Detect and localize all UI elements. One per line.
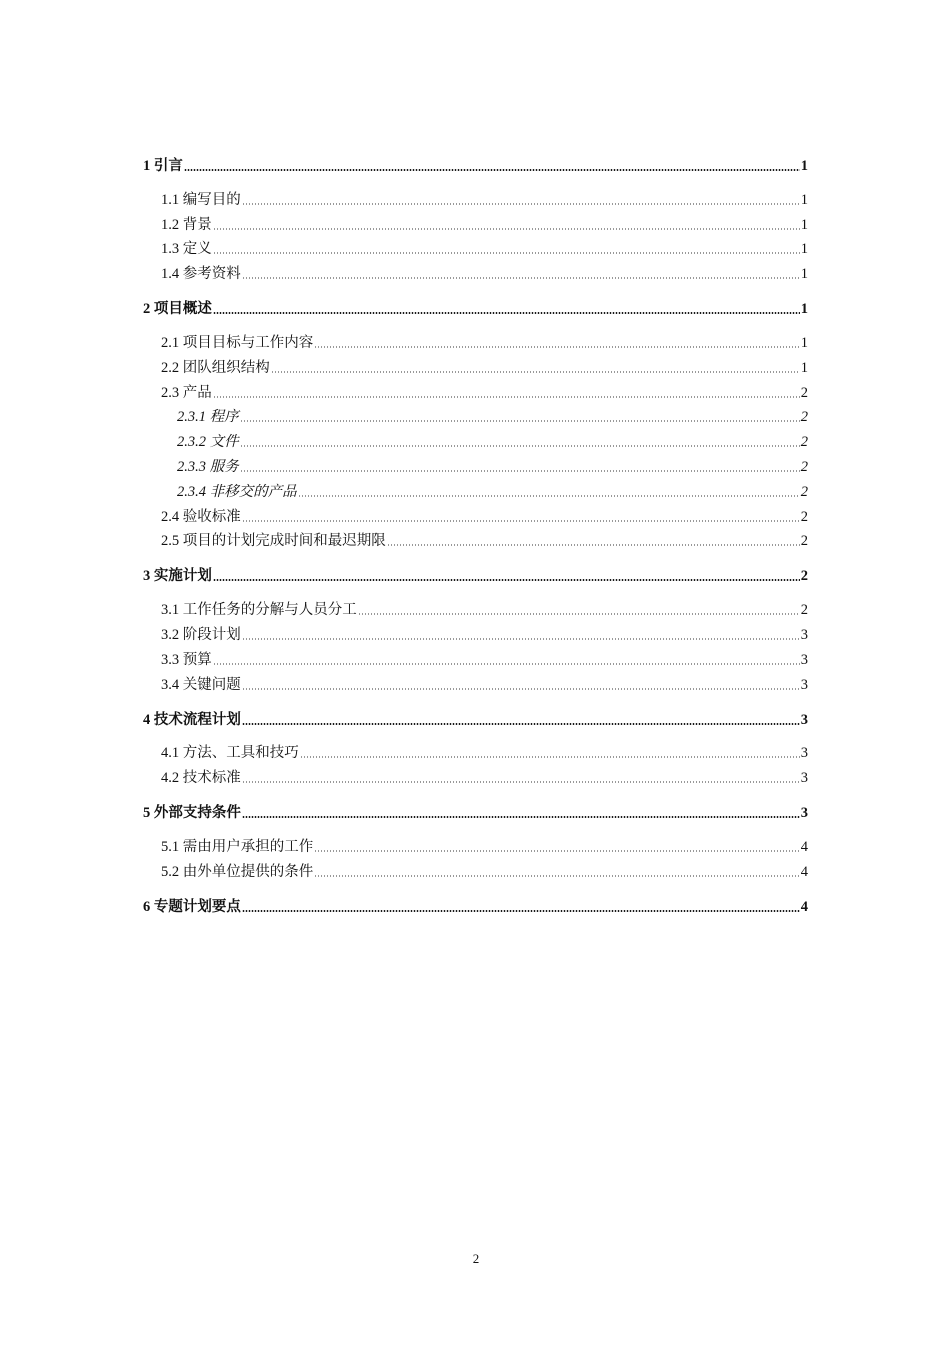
toc-dot-leader: [271, 370, 800, 374]
toc-entry-page: 2: [800, 458, 808, 475]
toc-dot-leader: [242, 722, 800, 726]
toc-entry-page: 3: [800, 770, 808, 787]
toc-entry-label: 1.4 参考资料: [161, 266, 241, 283]
toc-entry-label: 4.2 技术标准: [161, 770, 241, 787]
toc-entry-page: 1: [800, 301, 808, 318]
toc-dot-leader: [242, 637, 800, 641]
toc-entry-label: 2.5 项目的计划完成时间和最迟期限: [161, 533, 386, 550]
toc-entry-level2[interactable]: [143, 501, 808, 526]
toc-entry-level2[interactable]: [143, 234, 808, 259]
toc-entry-page: 2: [800, 568, 808, 585]
toc-entry-level1[interactable]: [143, 891, 808, 916]
toc-entry-page: 4: [800, 898, 808, 915]
toc-entry-level2[interactable]: [143, 352, 808, 377]
toc-entry-level1[interactable]: [143, 293, 808, 318]
toc-dot-leader: [184, 168, 800, 172]
toc-dot-leader: [314, 874, 800, 878]
toc-entry-page: 1: [800, 334, 808, 351]
toc-entry-page: 1: [800, 191, 808, 208]
toc-entry-label: 2.2 团队组织结构: [161, 359, 270, 376]
toc-dot-leader: [242, 202, 800, 206]
toc-entry-label: 2.3 产品: [161, 384, 212, 401]
toc-entry-level2[interactable]: [143, 327, 808, 352]
toc-entry-label: 5.2 由外单位提供的条件: [161, 863, 314, 880]
toc-entry-level1[interactable]: [143, 797, 808, 822]
toc-entry-level1[interactable]: [143, 704, 808, 729]
toc-dot-leader: [213, 578, 800, 582]
toc-dot-leader: [213, 227, 800, 231]
toc-entry-level2[interactable]: [143, 258, 808, 283]
toc-entry-page: 2: [800, 384, 808, 401]
toc-entry-page: 3: [800, 745, 808, 762]
toc-entry-page: 1: [800, 241, 808, 258]
toc-dot-leader: [213, 251, 800, 255]
toc-dot-leader: [314, 345, 800, 349]
toc-entry-level3[interactable]: [143, 402, 808, 427]
table-of-contents: [143, 150, 808, 916]
toc-dot-leader: [242, 519, 800, 523]
toc-entry-label: 1.1 编写目的: [161, 191, 241, 208]
toc-entry-label: 2 项目概述: [143, 301, 212, 318]
toc-entry-label: 4 技术流程计划: [143, 711, 241, 728]
toc-entry-level2[interactable]: [143, 184, 808, 209]
toc-entry-label: 5 外部支持条件: [143, 805, 241, 822]
toc-dot-leader: [387, 543, 800, 547]
toc-entry-level2[interactable]: [143, 762, 808, 787]
toc-dot-leader: [242, 780, 800, 784]
toc-dot-leader: [242, 815, 800, 819]
toc-dot-leader: [240, 444, 800, 448]
toc-entry-page: 3: [800, 676, 808, 693]
toc-entry-page: 1: [800, 158, 808, 174]
toc-dot-leader: [213, 311, 800, 315]
toc-dot-leader: [358, 612, 800, 616]
toc-dot-leader: [240, 419, 800, 423]
page-number: 2: [472, 1251, 480, 1266]
toc-entry-page: 2: [800, 409, 808, 426]
toc-entry-level3[interactable]: [143, 426, 808, 451]
toc-gap: [143, 585, 808, 594]
toc-entry-page: 2: [800, 602, 808, 619]
toc-entry-label: 3.3 预算: [161, 651, 212, 668]
toc-entry-level2[interactable]: [143, 669, 808, 694]
toc-dot-leader: [300, 755, 800, 759]
toc-dot-leader: [242, 687, 800, 691]
toc-entry-label: 2.3.3 服务: [177, 458, 239, 475]
toc-entry-label: 1 引言: [143, 158, 183, 174]
toc-entry-level2[interactable]: [143, 619, 808, 644]
toc-gap: [143, 175, 808, 184]
toc-dot-leader: [242, 909, 800, 913]
toc-entry-page: 3: [800, 711, 808, 728]
toc-entry-label: 2.1 项目目标与工作内容: [161, 334, 314, 351]
toc-dot-leader: [213, 395, 800, 399]
toc-entry-level2[interactable]: [143, 377, 808, 402]
toc-entry-page: 1: [800, 216, 808, 233]
toc-dot-leader: [240, 469, 800, 473]
toc-entry-label: 2.3.2 文件: [177, 434, 239, 451]
toc-entry-level2[interactable]: [143, 831, 808, 856]
toc-entry-label: 2.4 验收标准: [161, 508, 241, 525]
toc-entry-page: 1: [800, 266, 808, 283]
toc-entry-page: 3: [800, 626, 808, 643]
toc-entry-level2[interactable]: [143, 856, 808, 881]
toc-entry-label: 3.2 阶段计划: [161, 626, 241, 643]
toc-entry-label: 2.3.4 非移交的产品: [177, 483, 297, 500]
toc-entry-page: 4: [800, 838, 808, 855]
toc-dot-leader: [314, 849, 800, 853]
toc-entry-level3[interactable]: [143, 476, 808, 501]
toc-entry-page: 3: [800, 651, 808, 668]
toc-entry-label: 2.3.1 程序: [177, 409, 239, 426]
toc-entry-level1[interactable]: [143, 560, 808, 585]
toc-entry-level1[interactable]: [143, 150, 808, 175]
toc-entry-label: 3 实施计划: [143, 568, 212, 585]
toc-entry-label: 1.3 定义: [161, 241, 212, 258]
toc-entry-label: 6 专题计划要点: [143, 898, 241, 915]
toc-entry-label: 4.1 方法、工具和技巧: [161, 745, 299, 762]
toc-entry-page: 2: [800, 533, 808, 550]
toc-gap: [143, 318, 808, 327]
toc-entry-page: 1: [800, 359, 808, 376]
toc-entry-page: 4: [800, 863, 808, 880]
toc-entry-label: 5.1 需由用户承担的工作: [161, 838, 314, 855]
toc-dot-leader: [213, 662, 800, 666]
toc-entry-page: 2: [800, 434, 808, 451]
toc-entry-level2[interactable]: [143, 209, 808, 234]
toc-entry-label: 1.2 背景: [161, 216, 212, 233]
toc-entry-level2[interactable]: [143, 644, 808, 669]
toc-entry-label: 3.4 关键问题: [161, 676, 241, 693]
toc-entry-page: 3: [800, 805, 808, 822]
toc-dot-leader: [298, 494, 800, 498]
toc-entry-level2[interactable]: [143, 594, 808, 619]
toc-entry-level3[interactable]: [143, 451, 808, 476]
toc-entry-level2[interactable]: [143, 526, 808, 551]
toc-dot-leader: [242, 276, 800, 280]
toc-entry-level2[interactable]: [143, 738, 808, 763]
toc-gap: [143, 822, 808, 831]
toc-entry-page: 2: [800, 483, 808, 500]
toc-entry-page: 2: [800, 508, 808, 525]
toc-gap: [143, 729, 808, 738]
toc-entry-label: 3.1 工作任务的分解与人员分工: [161, 602, 357, 619]
